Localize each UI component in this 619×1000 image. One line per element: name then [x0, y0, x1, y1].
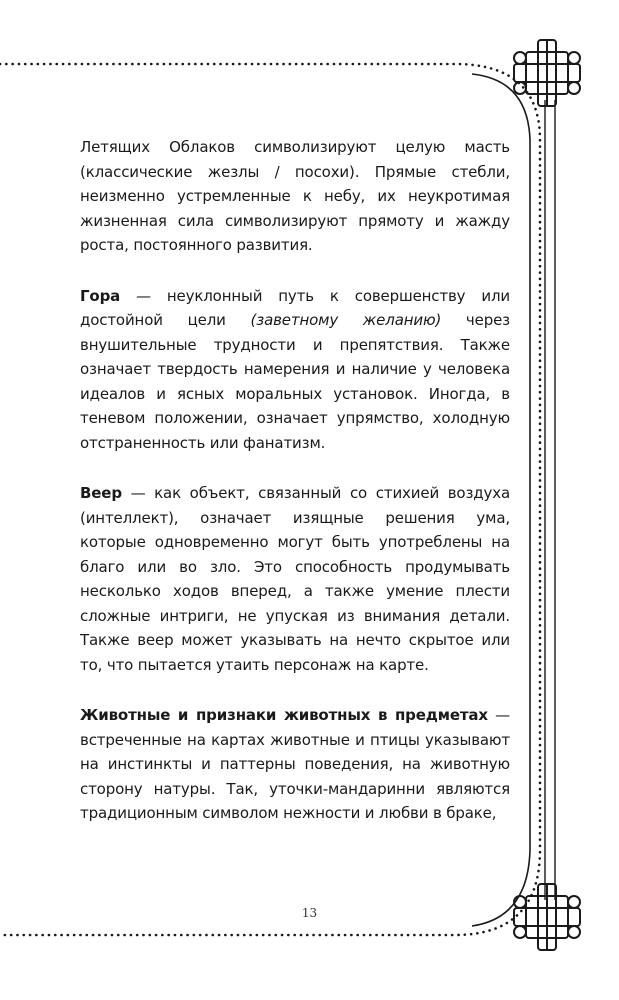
top-knot-ornament — [514, 40, 580, 106]
paragraph-fan — [80, 481, 510, 677]
paragraph-mountain-text-end: через внушительные трудности и препятствия. Также означает твердость намерения и наличие у человека идеалов и ясных моральных установок. Иногда, в теневом положении, означает упрямство, холодную отстраненность или фанатизм. — [80, 311, 510, 452]
paragraph-mountain-text-start: — неуклонный путь к совершенству или достойной цели — [80, 286, 510, 329]
term-mountain: Гора — [80, 286, 121, 305]
term-fan: Веер — [80, 484, 122, 502]
paragraph-mountain — [80, 284, 510, 456]
paragraph-animals — [80, 703, 510, 826]
paragraph-animals-text: — встреченные на картах животные и птицы указывают на инстинкты и паттерны поведения, на животную сторону натуры. Так, уточки-мандаринни являются традиционным символом нежности и любви в браке, — [80, 706, 511, 822]
paragraph-intro — [80, 135, 510, 258]
paragraph-mountain-italic: (заветному желанию) — [250, 311, 442, 329]
page-number: 13 — [301, 906, 318, 920]
term-animals: Животные и признаки животных в предметах — [80, 706, 488, 724]
paragraph-intro-text: Летящих Облаков символизируют целую масть (классические жезлы / посохи). Прямые стебли, неизменно устремленные к небу, их неукротимая жизненная сила символизируют прямоту и жажду роста, постоянного развития. — [80, 138, 510, 254]
body-text — [80, 135, 510, 852]
paragraph-fan-text: — как объект, связанный со стихией воздуха (интеллект), означает изящные решения ума, которые одновременно могут быть употреблены на благо или во зло. Это способность продумывать несколько ходов вперед, а также умение плести сложные интриги, не упуская из внимания детали. Также веер может указывать на нечто скрытое или то, что пытается утаить персонаж на карте. — [80, 484, 510, 674]
